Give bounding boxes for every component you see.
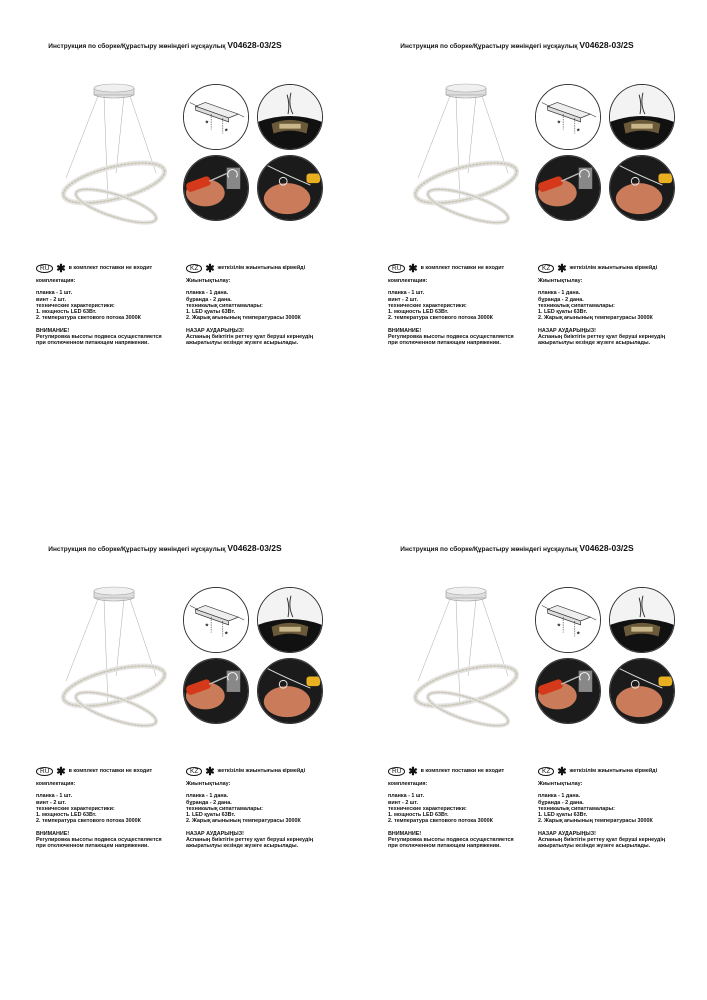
ru-kit-heading: комплектация: — [36, 278, 76, 284]
asterisk-icon: ✱ — [205, 262, 215, 275]
kz-specs-heading: техникалық сипаттамалары: — [186, 805, 263, 812]
kz-not-included: жеткізілім жиынтығына кірмейді — [217, 265, 306, 272]
ru-kit-heading: комплектация: — [36, 781, 76, 787]
mounting-bracket-figure — [183, 84, 249, 150]
kz-not-included: жеткізілім жиынтығына кірмейді — [569, 265, 658, 272]
ru-kit-item: винт - 2 шт. — [388, 296, 418, 303]
kz-kit-item: бұранда - 2 дана. — [186, 296, 232, 303]
model-code: V04628-03/2S — [227, 40, 282, 50]
ru-spec: 2. температура светового потока 3000К — [388, 315, 493, 322]
ru-specs-heading: технические характеристики: — [388, 805, 467, 812]
kz-specs-heading: техникалық сипаттамалары: — [538, 302, 615, 309]
lamp-illustration — [396, 78, 536, 238]
ru-spec: 2. температура светового потока 3000К — [36, 315, 141, 322]
svg-text:*: * — [205, 118, 209, 128]
lamp-illustration — [44, 581, 184, 741]
screwdriver-figure — [183, 155, 249, 221]
ru-section — [388, 767, 538, 850]
svg-text:*: * — [557, 118, 561, 128]
ru-section — [388, 264, 538, 347]
lamp-illustration — [396, 581, 536, 741]
kz-kit-heading: Жиынтықтылау: — [186, 278, 231, 284]
cable-adjust-figure — [609, 155, 675, 221]
ru-kit-item: планка - 1 шт. — [36, 290, 73, 297]
ru-warning-title: ВНИМАНИЕ! — [388, 327, 422, 334]
ru-kit-item: планка - 1 шт. — [388, 793, 425, 800]
ru-spec: 1. мощность LED 63Вт. — [388, 812, 449, 819]
kz-spec: 2. Жарық ағынының температурасы 3000К — [538, 818, 653, 825]
panel-title — [0, 543, 330, 553]
kz-spec: 2. Жарық ағынының температурасы 3000К — [538, 315, 653, 322]
ru-warning-text: Регулировка высоты подвеса осуществляется — [388, 334, 514, 341]
kz-not-included: жеткізілім жиынтығына кірмейді — [217, 768, 306, 775]
ru-language-badge: RU — [388, 264, 405, 273]
ru-section — [36, 264, 186, 347]
kz-spec: 1. LED қуаты 63Вт. — [186, 812, 236, 819]
mounting-bracket-figure — [183, 587, 249, 653]
ru-not-included: в комплект поставки не входит — [420, 265, 505, 272]
svg-text:*: * — [205, 621, 209, 631]
kz-kit-item: бұранда - 2 дана. — [538, 799, 584, 806]
screwdriver-figure — [535, 155, 601, 221]
kz-warning-text: Аспаның биіктігін реттеу қуат беруші кернеудің — [186, 837, 314, 844]
ru-kit-item: винт - 2 шт. — [36, 296, 66, 303]
title-text: Инструкция по сборке/Құрастыру жөніндегі нұсқаулық — [400, 546, 578, 553]
kz-specs-heading: техникалық сипаттамалары: — [186, 302, 263, 309]
wiring-figure — [609, 587, 675, 653]
wiring-figure — [257, 84, 323, 150]
kz-kit-heading: Жиынтықтылау: — [186, 781, 231, 787]
asterisk-icon: ✱ — [408, 765, 418, 778]
kz-spec: 2. Жарық ағынының температурасы 3000К — [186, 315, 301, 322]
panel-title — [352, 40, 682, 50]
title-text: Инструкция по сборке/Құрастыру жөніндегі нұсқаулық — [48, 546, 226, 553]
kz-kit-item: планка - 1 дана. — [538, 793, 581, 800]
asterisk-icon: ✱ — [56, 262, 66, 275]
kz-warning-text: ажыратылуы кезінде жүзеге асырылады. — [538, 843, 651, 850]
kz-warning-text: ажыратылуы кезінде жүзеге асырылады. — [186, 340, 299, 347]
kz-warning-title: НАЗАР АУДАРЫҢЫЗ! — [538, 830, 596, 837]
model-code: V04628-03/2S — [227, 543, 282, 553]
asterisk-icon: ✱ — [56, 765, 66, 778]
ru-kit-heading: комплектация: — [388, 781, 428, 787]
cable-adjust-figure — [257, 155, 323, 221]
kz-kit-item: планка - 1 дана. — [186, 290, 229, 297]
ru-specs-heading: технические характеристики: — [36, 805, 115, 812]
kz-spec: 2. Жарық ағынының температурасы 3000К — [186, 818, 301, 825]
ru-section — [36, 767, 186, 850]
ru-spec: 2. температура светового потока 3000К — [388, 818, 493, 825]
kz-language-badge: KZ — [186, 264, 202, 273]
ru-specs-heading: технические характеристики: — [36, 302, 115, 309]
ru-language-badge: RU — [388, 767, 405, 776]
svg-text:*: * — [557, 621, 561, 631]
asterisk-icon: ✱ — [408, 262, 418, 275]
kz-spec: 1. LED қуаты 63Вт. — [538, 309, 588, 316]
ru-spec: 1. мощность LED 63Вт. — [36, 309, 97, 316]
ru-kit-item: планка - 1 шт. — [388, 290, 425, 297]
ru-warning-title: ВНИМАНИЕ! — [388, 830, 422, 837]
kz-language-badge: KZ — [538, 264, 554, 273]
lamp-illustration — [44, 78, 184, 238]
model-code: V04628-03/2S — [579, 543, 634, 553]
kz-specs-heading: техникалық сипаттамалары: — [538, 805, 615, 812]
kz-warning-title: НАЗАР АУДАРЫҢЫЗ! — [538, 327, 596, 334]
panel-title — [352, 543, 682, 553]
svg-text:*: * — [224, 629, 228, 639]
ru-spec: 1. мощность LED 63Вт. — [36, 812, 97, 819]
instruction-panel — [0, 0, 330, 440]
kz-language-badge: KZ — [186, 767, 202, 776]
kz-not-included: жеткізілім жиынтығына кірмейді — [569, 768, 658, 775]
screwdriver-figure — [535, 658, 601, 724]
kz-section — [186, 264, 330, 347]
instruction-panel — [0, 503, 330, 943]
ru-kit-item: планка - 1 шт. — [36, 793, 73, 800]
ru-specs-heading: технические характеристики: — [388, 302, 467, 309]
ru-warning-text: при отключенном питающем напряжении. — [388, 340, 501, 347]
kz-kit-item: бұранда - 2 дана. — [186, 799, 232, 806]
ru-spec: 2. температура светового потока 3000К — [36, 818, 141, 825]
ru-not-included: в комплект поставки не входит — [420, 768, 505, 775]
screwdriver-figure — [183, 658, 249, 724]
ru-warning-title: ВНИМАНИЕ! — [36, 327, 70, 334]
kz-kit-item: планка - 1 дана. — [538, 290, 581, 297]
ru-warning-text: при отключенном питающем напряжении. — [388, 843, 501, 850]
kz-kit-item: планка - 1 дана. — [186, 793, 229, 800]
kz-spec: 1. LED қуаты 63Вт. — [538, 812, 588, 819]
svg-text:*: * — [576, 126, 580, 136]
ru-warning-title: ВНИМАНИЕ! — [36, 830, 70, 837]
cable-adjust-figure — [257, 658, 323, 724]
asterisk-icon: ✱ — [557, 765, 567, 778]
panel-title — [0, 40, 330, 50]
ru-warning-text: при отключенном питающем напряжении. — [36, 340, 149, 347]
ru-kit-item: винт - 2 шт. — [36, 799, 66, 806]
ru-spec: 1. мощность LED 63Вт. — [388, 309, 449, 316]
ru-language-badge: RU — [36, 767, 53, 776]
wiring-figure — [609, 84, 675, 150]
kz-kit-heading: Жиынтықтылау: — [538, 781, 583, 787]
model-code: V04628-03/2S — [579, 40, 634, 50]
kz-warning-text: Аспаның биіктігін реттеу қуат беруші кернеудің — [186, 334, 314, 341]
ru-warning-text: Регулировка высоты подвеса осуществляется — [388, 837, 514, 844]
asterisk-icon: ✱ — [557, 262, 567, 275]
ru-not-included: в комплект поставки не входит — [68, 265, 153, 272]
kz-kit-heading: Жиынтықтылау: — [538, 278, 583, 284]
ru-warning-text: Регулировка высоты подвеса осуществляется — [36, 837, 162, 844]
ru-warning-text: при отключенном питающем напряжении. — [36, 843, 149, 850]
svg-text:*: * — [576, 629, 580, 639]
kz-warning-text: ажыратылуы кезінде жүзеге асырылады. — [186, 843, 299, 850]
kz-warning-text: Аспаның биіктігін реттеу қуат беруші кернеудің — [538, 837, 666, 844]
svg-text:*: * — [224, 126, 228, 136]
kz-section — [538, 264, 682, 347]
cable-adjust-figure — [609, 658, 675, 724]
kz-section — [186, 767, 330, 850]
ru-warning-text: Регулировка высоты подвеса осуществляется — [36, 334, 162, 341]
title-text: Инструкция по сборке/Құрастыру жөніндегі нұсқаулық — [400, 43, 578, 50]
ru-kit-item: винт - 2 шт. — [388, 799, 418, 806]
mounting-bracket-figure — [535, 84, 601, 150]
kz-warning-title: НАЗАР АУДАРЫҢЫЗ! — [186, 327, 244, 334]
title-text: Инструкция по сборке/Құрастыру жөніндегі нұсқаулық — [48, 43, 226, 50]
ru-language-badge: RU — [36, 264, 53, 273]
kz-kit-item: бұранда - 2 дана. — [538, 296, 584, 303]
kz-section — [538, 767, 682, 850]
instruction-panel — [352, 0, 682, 440]
kz-warning-text: Аспаның биіктігін реттеу қуат беруші кернеудің — [538, 334, 666, 341]
ru-kit-heading: комплектация: — [388, 278, 428, 284]
mounting-bracket-figure — [535, 587, 601, 653]
ru-not-included: в комплект поставки не входит — [68, 768, 153, 775]
asterisk-icon: ✱ — [205, 765, 215, 778]
kz-language-badge: KZ — [538, 767, 554, 776]
kz-warning-text: ажыратылуы кезінде жүзеге асырылады. — [538, 340, 651, 347]
instruction-panel — [352, 503, 682, 943]
kz-spec: 1. LED қуаты 63Вт. — [186, 309, 236, 316]
wiring-figure — [257, 587, 323, 653]
kz-warning-title: НАЗАР АУДАРЫҢЫЗ! — [186, 830, 244, 837]
